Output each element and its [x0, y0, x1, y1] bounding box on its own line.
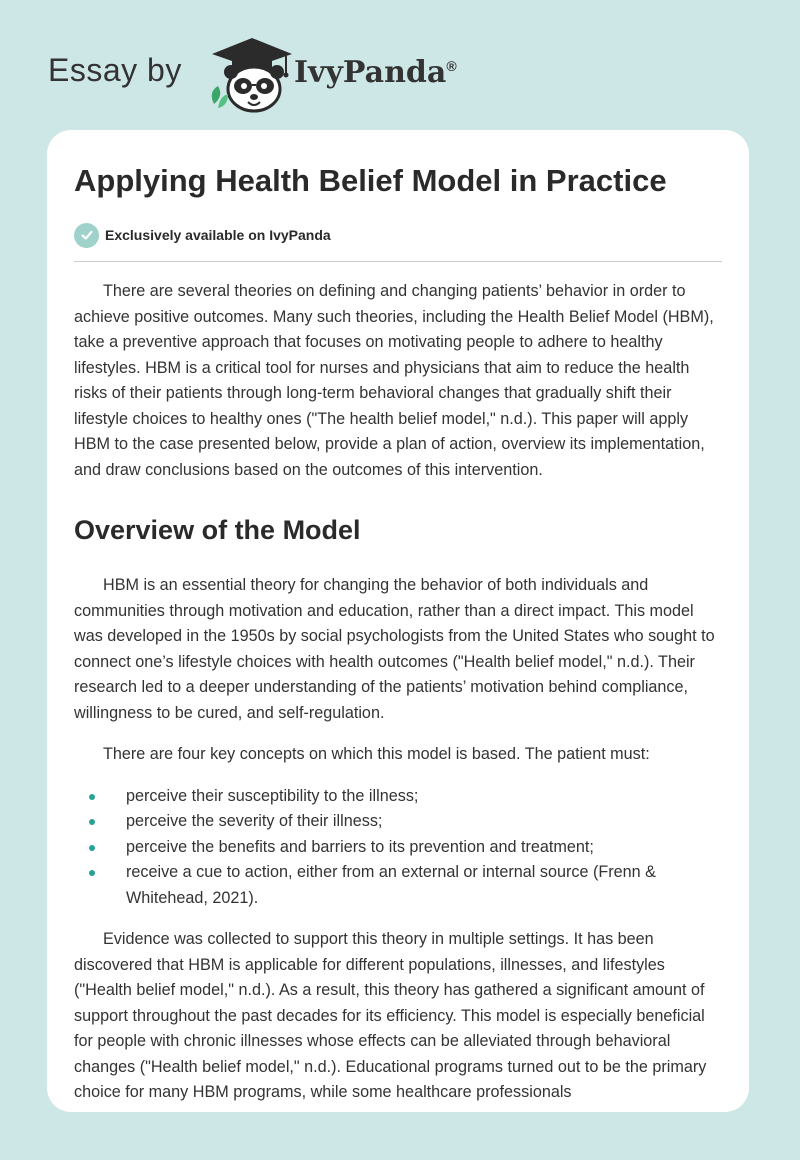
concepts-intro: There are four key concepts on which this model is based. The patient must:: [103, 745, 650, 763]
list-item: perceive the severity of their illness;: [74, 809, 724, 835]
article-title: Applying Health Belief Model in Practice: [74, 163, 667, 198]
model-paragraph: HBM is an essential theory for changing the behavior of both individuals and communities through motivation and education, rather than a direct impact. This model was developed in the 1950s by social psychologists from the United States who sought to connect one’s lifestyle choices with health outcomes ("Health belief model," n.d.). Their research led to a deeper understanding of the patients’ motivation behind compliance, willingness to be cured, and self-regulation.: [74, 576, 715, 722]
exclusive-badge: [74, 222, 331, 248]
list-item: perceive their susceptibility to the illness;: [74, 784, 724, 810]
list-item: receive a cue to action, either from an external or internal source (Frenn & Whitehead, 2021).: [74, 860, 724, 911]
badge-text: Exclusively available on IvyPanda: [105, 227, 331, 243]
article-body: [74, 279, 724, 1106]
brand-prefix: Essay by: [48, 52, 182, 88]
brand-name-text: IvyPanda: [294, 55, 447, 90]
brand-header: [48, 34, 508, 114]
concepts-list: [74, 784, 724, 912]
article-card: [47, 130, 749, 1112]
divider: [74, 261, 722, 262]
registered-mark: ®: [446, 58, 457, 74]
section-heading: Overview of the Model: [74, 515, 361, 545]
checkmark-icon: [74, 223, 99, 248]
intro-paragraph: There are several theories on defining and changing patients’ behavior in order to achieve positive outcomes. Many such theories, including the Health Belief Model (HBM), take a preventive approach that focuses on motivating people to adhere to healthy lifestyles. HBM is a critical tool for nurses and physicians that aim to reduce the health risks of their patients through long-term behavioral changes that gradually shift their lifestyle choices to healthy ones ("The health belief model," n.d.). This paper will apply HBM to the case presented below, provide a plan of action, overview its implementation, and draw conclusions based on the outcomes of this intervention.: [74, 282, 714, 479]
panda-logo-icon[interactable]: [204, 34, 300, 114]
list-item: perceive the benefits and barriers to its prevention and treatment;: [74, 835, 724, 861]
evidence-paragraph: Evidence was collected to support this theory in multiple settings. It has been discovered that HBM is applicable for different populations, illnesses, and lifestyles ("Health belief model," n.d.). As a result, this theory has gathered a significant amount of support throughout the past decades for its efficiency. This model is especially beneficial for people with chronic illnesses whose effects can be alleviated through behavioral changes ("Health belief model," n.d.). Educational programs turned out to be the primary choice for many HBM programs, while some healthcare professionals: [74, 930, 707, 1101]
brand-name: [294, 55, 457, 90]
